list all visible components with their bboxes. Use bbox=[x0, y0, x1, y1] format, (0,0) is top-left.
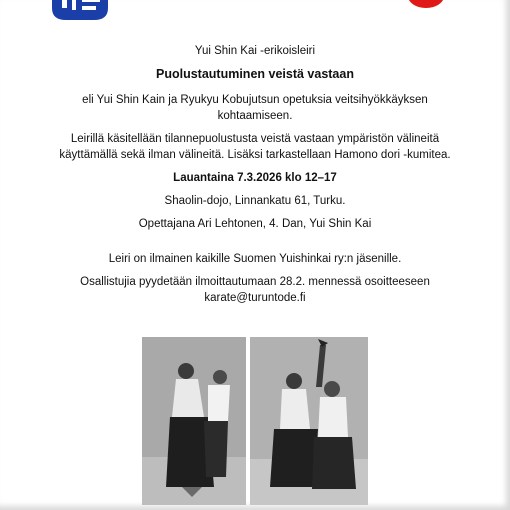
intro-line-2: kohtaamiseen. bbox=[217, 110, 293, 122]
event-location: Shaolin-dojo, Linnankatu 61, Turku. bbox=[164, 195, 346, 207]
knife-defense-photo-2 bbox=[250, 337, 368, 505]
knife-defense-photo-1 bbox=[142, 337, 246, 505]
description-line-1: Leirillä käsitellään tilannepuolustusta veistä vastaan ympäristön välineitä bbox=[70, 133, 440, 145]
registration-info: Osallistujia pyydetään ilmoittautumaan 28.2. mennessä osoitteeseen bbox=[80, 276, 430, 288]
contact-email[interactable]: karate@turuntode.fi bbox=[204, 292, 306, 304]
red-emblem bbox=[406, 0, 446, 10]
event-title: Puolustautuminen veistä vastaan bbox=[156, 67, 354, 81]
event-instructor: Opettajana Ari Lehtonen, 4. Dan, Yui Shin Kai bbox=[138, 218, 372, 230]
club-logo bbox=[48, 0, 112, 20]
membership-info: Leiri on ilmainen kaikille Suomen Yuishinkai ry:n jäsenille. bbox=[108, 253, 402, 265]
intro-line-1: eli Yui Shin Kain ja Ryukyu Kobujutsun opetuksia veitsihyökkäyksen bbox=[82, 94, 428, 106]
event-subtitle: Yui Shin Kai -erikoisleiri bbox=[194, 45, 316, 57]
event-date: Lauantaina 7.3.2026 klo 12–17 bbox=[173, 172, 337, 184]
knife-defense-photos bbox=[142, 337, 368, 505]
description-line-2: käyttämällä sekä ilman välineitä. Lisäksi tarkastellaan Hamono dori -kumitea. bbox=[59, 149, 451, 161]
